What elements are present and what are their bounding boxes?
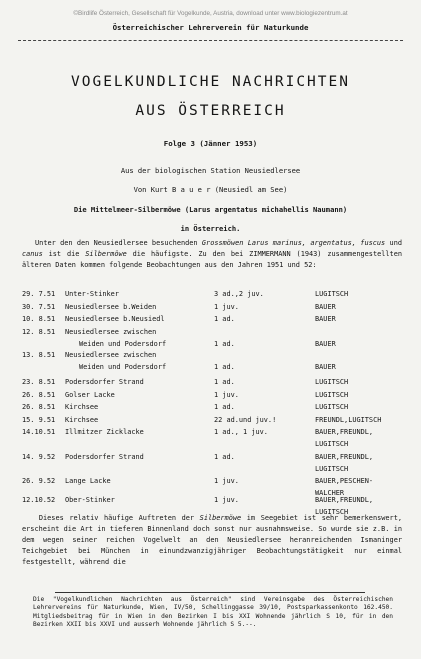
obs-place-cont: Weiden und Podersdorf	[79, 363, 167, 371]
obs-observer: BAUER	[315, 340, 336, 348]
obs-observer: FREUNDL,LUGITSCH	[315, 416, 382, 424]
obs-date: 26. 9.52	[22, 477, 56, 485]
obs-count: 1 juv.	[214, 303, 239, 311]
obs-date: 26. 8.51	[22, 391, 56, 399]
obs-observer: BAUER	[315, 303, 336, 311]
author-line: Von Kurt B a u e r (Neusiedl am See)	[133, 185, 288, 194]
obs-place: Podersdorfer Strand	[65, 378, 144, 386]
association-header: Österreichischer Lehrerverein für Naturkunde	[112, 23, 309, 32]
obs-observer: BAUER,PESCHEN-	[315, 477, 374, 485]
intro-paragraph: Unter den den Neusiedlersee besuchenden Grossmöwen Larus marinus, argentatus, fuscus und canus ist die Silbermöwe die häufigste. Zu den bei ZIMMERMANN (1943) zusammengestellten älteren Daten kommen folgende Beobachtungen aus den Jahren 1951 und 52:	[22, 239, 402, 269]
obs-date: 10. 8.51	[22, 315, 56, 323]
obs-place: Lange Lacke	[65, 477, 111, 485]
footer-note: Die "Vogelkundlichen Nachrichten aus Österreich" sind Vereinsgabe des Österreichischen Lehrervereins für Naturkunde, Wien, IV/50, Schellinggasse 39/10, Postsparkassenkonto 162.450. Mitgliedsbeitrag für in Wien in den Bezirken I bis XXI Wohnende jährlich S 10, für in den Bezirken XXII bis XXVI und ausserh Wohnende jährlich S 5.--.	[33, 596, 393, 628]
closing-paragraph: Dieses relativ häufige Auftreten der Silbermöwe im Seegebiet ist sehr bemerkenswert, erscheint die Art in tieferen Binnenland doch sonst nur ausnahmsweise. So wurde sie z.B. in dem wegen seiner reichen Vogelwelt an den Neusiedlersee heranreichenden Ismaninger Teichgebiet bei München in einundzwanzigjähriger Beobachtungstätigkeit nur einmal festgestellt, während die	[22, 514, 402, 566]
obs-observer-cont: WALCHER	[315, 489, 345, 497]
obs-observer: BAUER,FREUNDL,	[315, 428, 374, 436]
obs-date: 29. 7.51	[22, 290, 56, 298]
obs-place: Neusiedlersee b.Weiden	[65, 303, 157, 311]
obs-observer: LUGITSCH	[315, 403, 349, 411]
obs-count: 22 ad.und juv.!	[214, 416, 277, 424]
obs-observer-cont: LUGITSCH	[315, 440, 349, 448]
obs-count: 1 ad.	[214, 403, 235, 411]
obs-observer: BAUER	[315, 363, 336, 371]
obs-place: Illmitzer Zicklacke	[65, 428, 144, 436]
obs-date: 12. 8.51	[22, 328, 56, 336]
obs-place: Ober-Stinker	[65, 496, 115, 504]
obs-place: Unter-Stinker	[65, 290, 119, 298]
obs-count: 1 ad.	[214, 378, 235, 386]
obs-date: 13. 8.51	[22, 351, 56, 359]
obs-date: 12.10.52	[22, 496, 56, 504]
obs-place: Golser Lacke	[65, 391, 115, 399]
obs-count: 1 ad.	[214, 453, 235, 461]
header-rule	[18, 40, 403, 41]
obs-date: 14. 9.52	[22, 453, 56, 461]
obs-place: Neusiedlersee b.Neusiedl	[65, 315, 165, 323]
obs-place: Neusiedlersee zwischen	[65, 328, 157, 336]
obs-count: 1 ad.	[214, 363, 235, 371]
obs-count: 1 juv.	[214, 391, 239, 399]
obs-date: 26. 8.51	[22, 403, 56, 411]
obs-count: 1 ad., 1 juv.	[214, 428, 268, 436]
obs-observer: LUGITSCH	[315, 378, 349, 386]
obs-place: Neusiedlersee zwischen	[65, 351, 157, 359]
obs-count: 1 juv.	[214, 477, 239, 485]
obs-place: Kirchsee	[65, 403, 99, 411]
obs-date: 14.10.51	[22, 428, 56, 436]
obs-observer: LUGITSCH	[315, 290, 349, 298]
obs-count: 3 ad.,2 juv.	[214, 290, 264, 298]
obs-date: 30. 7.51	[22, 303, 56, 311]
obs-observer: BAUER,FREUNDL,	[315, 496, 374, 504]
obs-observer: BAUER	[315, 315, 336, 323]
obs-observer-cont: LUGITSCH	[315, 465, 349, 473]
footer-rule	[55, 592, 365, 593]
obs-place-cont: Weiden und Podersdorf	[79, 340, 167, 348]
obs-observer: LUGITSCH	[315, 391, 349, 399]
obs-observer: BAUER,FREUNDL,	[315, 453, 374, 461]
obs-observer-cont: LUGITSCH	[315, 508, 349, 516]
obs-date: 23. 8.51	[22, 378, 56, 386]
obs-place: Podersdorfer Strand	[65, 453, 144, 461]
obs-count: 1 juv.	[214, 496, 239, 504]
journal-title-line1: VOGELKUNDLICHE NACHRICHTEN	[71, 74, 350, 90]
article-title: Die Mittelmeer-Silbermöwe (Larus argentatus michahellis Naumann)	[73, 205, 348, 214]
issue-number: Folge 3 (Jänner 1953)	[163, 139, 258, 148]
obs-date: 15. 9.51	[22, 416, 56, 424]
obs-count: 1 ad.	[214, 315, 235, 323]
station-line: Aus der biologischen Station Neusiedlersee	[120, 166, 301, 175]
article-subtitle: in Österreich.	[180, 224, 241, 233]
obs-place: Kirchsee	[65, 416, 99, 424]
journal-title-line2: AUS ÖSTERREICH	[135, 103, 286, 119]
watermark: ©Birdlife Österreich, Gesellschaft für Vogelkunde, Austria, download unter www.biologiezentrum.at	[73, 10, 348, 17]
obs-count: 1 ad.	[214, 340, 235, 348]
